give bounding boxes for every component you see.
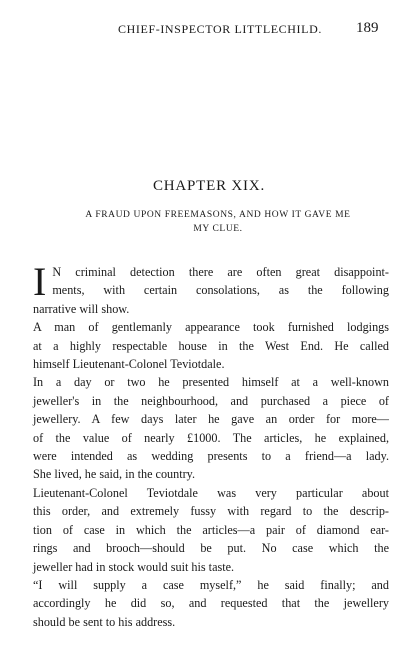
- text-line: himself Lieutenant-Colonel Teviotdale.: [33, 357, 225, 372]
- text-line: ments, with certain consolations, as the following: [52, 283, 389, 298]
- text-line: In a day or two he presented himself at a well-known: [33, 375, 389, 390]
- chapter-subtitle-line-2: MY CLUE.: [193, 224, 243, 234]
- paragraph-1: [33, 259, 389, 318]
- drop-cap: I: [33, 259, 47, 304]
- text-line: were intended as wedding presents to a friend—a lady.: [33, 449, 389, 464]
- text-line: N criminal detection there are often great disappoint-: [52, 265, 389, 279]
- text-line: of the value of nearly £1000. The articles, he explained,: [33, 430, 389, 445]
- text-line: this order, and extremely fussy with regard to the descrip-: [33, 504, 389, 519]
- chapter-body: [33, 259, 389, 631]
- paragraph-3: [33, 373, 389, 483]
- text-line: A man of gentlemanly appearance took furnished lodgings: [33, 320, 389, 335]
- text-line: She lived, he said, in the country.: [33, 467, 196, 482]
- chapter-subtitle-line-1: A FRAUD UPON FREEMASONS, AND HOW IT GAVE ME: [85, 210, 351, 220]
- text-line: rings and brooch—should be put. No case which the: [33, 541, 389, 556]
- text-line: at a highly respectable house in the West End. He called: [33, 338, 389, 353]
- paragraph-2: [33, 318, 389, 373]
- text-line: jeweller's in the neighbourhood, and purchased a piece of: [33, 393, 389, 408]
- page-number: 189: [356, 20, 379, 36]
- paragraph-5: [33, 576, 389, 631]
- text-line: tion of case in which the articles—a pair of diamond ear-: [33, 522, 389, 537]
- chapter-subtitle: [48, 208, 388, 236]
- text-line: jeweller had in stock would suit his taste.: [33, 559, 235, 574]
- running-head: CHIEF-INSPECTOR LITTLECHILD.: [118, 22, 322, 36]
- chapter-title: CHAPTER XIX.: [152, 178, 266, 194]
- text-line: jewellery. A few days later he gave an order for more—: [33, 412, 389, 427]
- text-line: Lieutenant-Colonel Teviotdale was very particular about: [33, 485, 389, 500]
- text-line: narrative will show.: [33, 301, 130, 316]
- text-line: should be sent to his address.: [33, 614, 176, 629]
- paragraph-4: [33, 484, 389, 576]
- text-line: “I will supply a case myself,” he said finally; and: [33, 577, 389, 592]
- text-line: accordingly he did so, and requested that the jewellery: [33, 596, 389, 611]
